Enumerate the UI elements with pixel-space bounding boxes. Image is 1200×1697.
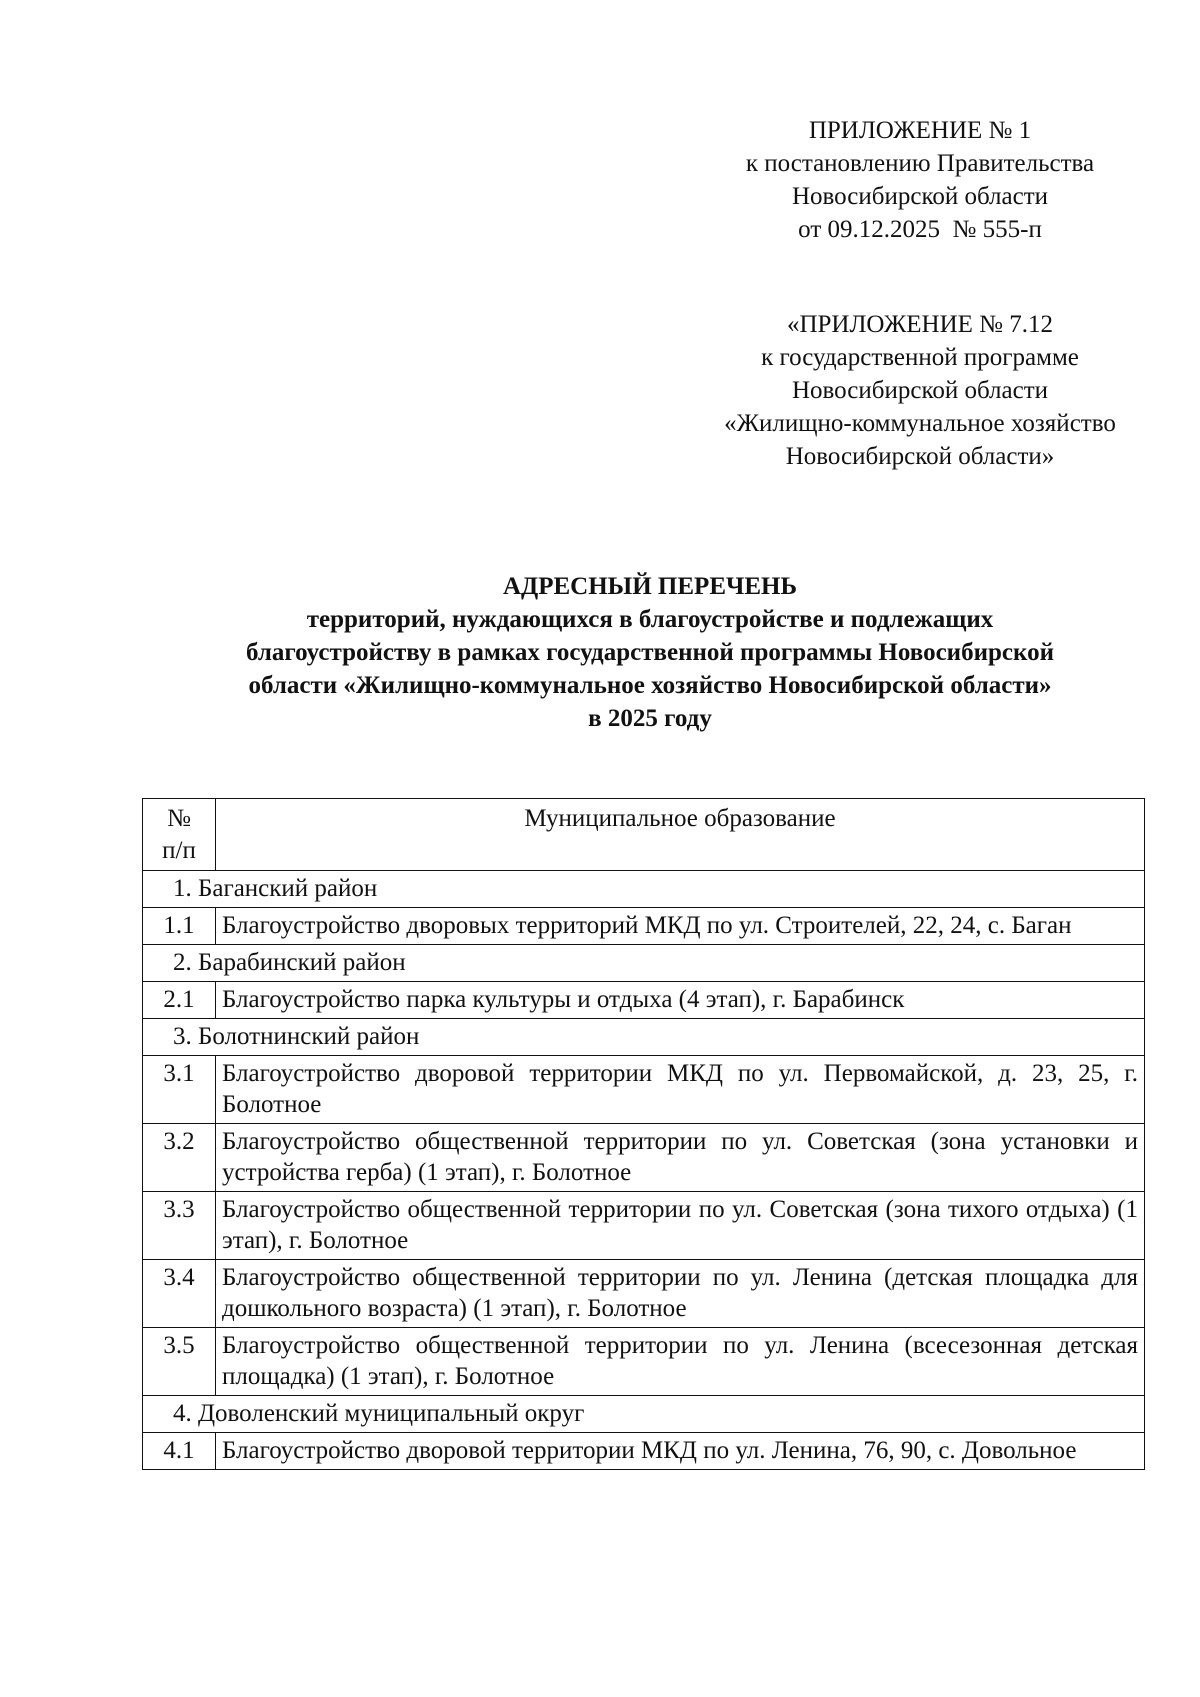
appendix-2-line: Новосибирской области» (785, 443, 1055, 470)
appendix-2-header (660, 308, 1180, 473)
appendix-1-line: к постановлению Правительства (745, 150, 1095, 177)
table-row (143, 908, 1145, 945)
section-row (143, 1019, 1145, 1056)
table-body (143, 871, 1145, 1470)
row-number: 1.1 (143, 908, 216, 945)
title-line: благоустройству в рамках государственной программы Новосибирской (246, 639, 1054, 666)
section-title: 1. Баганский район (143, 871, 1145, 908)
title-line: АДРЕСНЫЙ ПЕРЕЧЕНЬ (502, 573, 797, 600)
row-description: Благоустройство общественной территории по ул. Советская (зона тихого отдыха) (1 этап), г. Болотное (216, 1192, 1145, 1260)
appendix-2-line: «Жилищно-коммунальное хозяйство (724, 410, 1116, 437)
row-description: Благоустройство общественной территории по ул. Ленина (детская площадка для дошкольного возраста) (1 этап), г. Болотное (216, 1260, 1145, 1328)
number-header-line: п/п (162, 837, 196, 864)
table-row (143, 1192, 1145, 1260)
appendix-1-line: Новосибирской области (791, 183, 1049, 210)
table-row (143, 1056, 1145, 1124)
appendix-2-line: к государственной программе (761, 344, 1079, 371)
section-row (143, 945, 1145, 982)
row-description: Благоустройство парка культуры и отдыха (4 этап), г. Барабинск (216, 982, 1145, 1019)
table-header-row (143, 799, 1145, 871)
municipality-column-header: Муниципальное образование (216, 799, 1145, 871)
appendix-2-line: «ПРИЛОЖЕНИЕ № 7.12 (786, 311, 1054, 338)
document-title (100, 570, 1200, 735)
row-number: 3.3 (143, 1192, 216, 1260)
table-row (143, 1433, 1145, 1470)
appendix-1-line: ПРИЛОЖЕНИЕ № 1 (808, 117, 1032, 144)
section-row (143, 1396, 1145, 1433)
row-description: Благоустройство общественной территории по ул. Советская (зона установки и устройства герба) (1 этап), г. Болотное (216, 1124, 1145, 1192)
row-number: 3.1 (143, 1056, 216, 1124)
row-number: 3.2 (143, 1124, 216, 1192)
title-line: в 2025 году (588, 705, 712, 732)
table-row (143, 1260, 1145, 1328)
row-number: 3.5 (143, 1328, 216, 1396)
appendix-2-line: Новосибирской области (791, 377, 1049, 404)
section-row (143, 871, 1145, 908)
row-description: Благоустройство дворовых территорий МКД по ул. Строителей, 22, 24, с. Баган (216, 908, 1145, 945)
row-number: 2.1 (143, 982, 216, 1019)
section-title: 4. Доволенский муниципальный округ (143, 1396, 1145, 1433)
row-number: 4.1 (143, 1433, 216, 1470)
address-list-table (142, 798, 1145, 1470)
title-line: территорий, нуждающихся в благоустройстве и подлежащих (306, 606, 994, 633)
table-row (143, 982, 1145, 1019)
row-description: Благоустройство дворовой территории МКД по ул. Ленина, 76, 90, с. Довольное (216, 1433, 1145, 1470)
table-row (143, 1328, 1145, 1396)
appendix-1-line: от 09.12.2025 № 555-п (798, 216, 1042, 243)
title-line: области «Жилищно-коммунальное хозяйство Новосибирской области» (248, 672, 1052, 699)
appendix-1-header (700, 114, 1140, 246)
number-column-header (143, 799, 216, 871)
row-number: 3.4 (143, 1260, 216, 1328)
row-description: Благоустройство общественной территории по ул. Ленина (всесезонная детская площадка) (1 этап), г. Болотное (216, 1328, 1145, 1396)
number-header-line: № (167, 805, 191, 832)
row-description: Благоустройство дворовой территории МКД по ул. Первомайской, д. 23, 25, г. Болотное (216, 1056, 1145, 1124)
table-row (143, 1124, 1145, 1192)
section-title: 3. Болотнинский район (143, 1019, 1145, 1056)
section-title: 2. Барабинский район (143, 945, 1145, 982)
